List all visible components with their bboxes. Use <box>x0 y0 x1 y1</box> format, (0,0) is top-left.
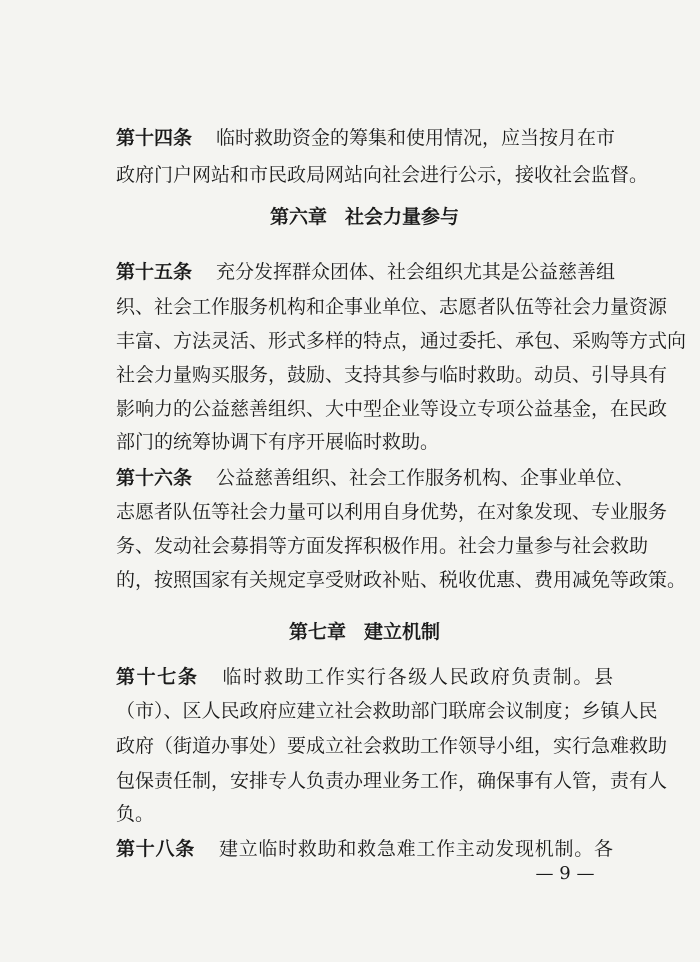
chapter-7-heading <box>116 620 613 644</box>
article-15-label: 第十五条 <box>116 261 193 283</box>
page-number: — 9 — <box>535 863 595 884</box>
article-16-line-3: 务、发动社会募捐等方面发挥积极作用。社会力量参与社会救助 <box>116 535 649 557</box>
article-17-line-4: 包保责任制，安排专人负责办理业务工作，确保事有人管，责有人 <box>116 770 668 792</box>
article-15-line-5: 影响力的公益慈善组织、大中型企业等设立专项公益基金，在民政 <box>116 398 668 420</box>
article-17-line-2: （市）、区人民政府应建立社会救助部门联席会议制度；乡镇人民 <box>116 700 658 722</box>
article-14-line-1: 第十四条 临时救助资金的筹集和使用情况，应当按月在市 <box>116 127 616 149</box>
article-18-label: 第十八条 <box>116 838 195 860</box>
article-15-line-2: 织、社会工作服务机构和企事业单位、志愿者队伍等社会力量资源 <box>116 296 668 318</box>
chapter-6-number: 第六章 <box>269 206 327 228</box>
chapter-7-title: 建立机制 <box>364 621 441 643</box>
chapter-6-title: 社会力量参与 <box>345 206 460 228</box>
article-17-line-3: 政府（街道办事处）要成立社会救助工作领导小组，实行急难救助 <box>116 735 668 757</box>
article-18-line-1: 第十八条 建立临时救助和救急难工作主动发现机制。各 <box>116 838 613 860</box>
article-14-line-2: 政府门户网站和市民政局网站向社会进行公示，接收社会监督。 <box>116 164 649 186</box>
article-15-line-1: 第十五条 充分发挥群众团体、社会组织尤其是公益慈善组 <box>116 261 616 283</box>
chapter-6-heading <box>116 205 613 229</box>
article-16-label: 第十六条 <box>116 467 193 489</box>
article-17-label: 第十七条 <box>116 666 199 688</box>
article-15-line-6: 部门的统筹协调下有序开展临时救助。 <box>116 431 440 453</box>
article-15-line-4: 社会力量购买服务，鼓励、支持其参与临时救助。动员、引导具有 <box>116 364 668 386</box>
article-14-label: 第十四条 <box>116 127 193 149</box>
article-16-line-2: 志愿者队伍等社会力量可以利用自身优势，在对象发现、专业服务 <box>116 501 668 523</box>
article-17-line-5: 负。 <box>116 803 155 825</box>
chapter-7-number: 第七章 <box>288 621 346 643</box>
article-17-line-1: 第十七条 临时救助工作实行各级人民政府负责制。县 <box>116 666 613 688</box>
article-16-line-4: 的，按照国家有关规定享受财政补贴、税收优惠、费用减免等政策。 <box>116 569 687 591</box>
article-16-line-1: 第十六条 公益慈善组织、社会工作服务机构、企事业单位、 <box>116 467 635 489</box>
article-15-line-3: 丰富、方法灵活、形式多样的特点，通过委托、承包、采购等方式向 <box>116 330 687 352</box>
